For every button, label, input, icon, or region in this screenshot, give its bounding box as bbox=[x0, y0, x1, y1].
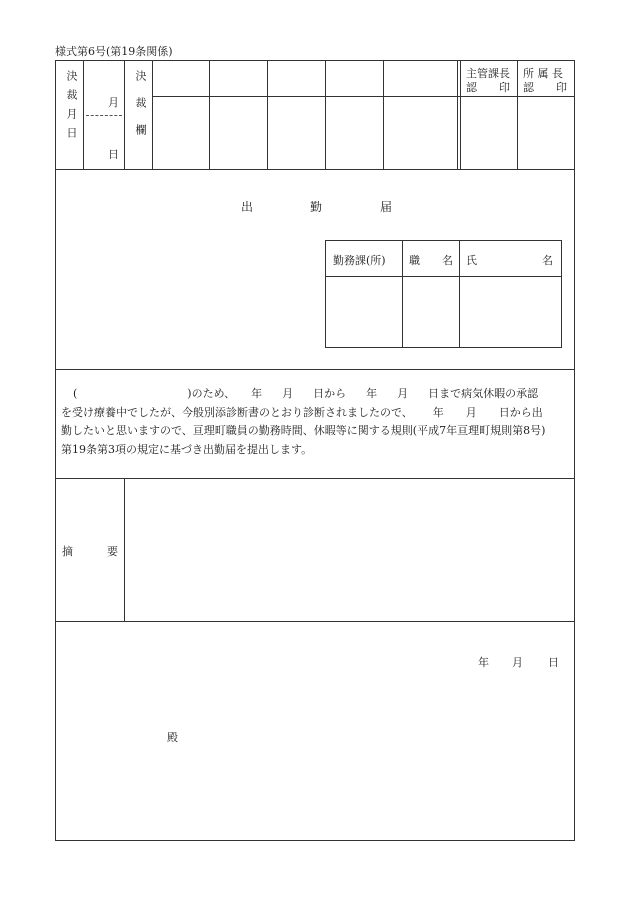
title-char-3: 届 bbox=[380, 200, 393, 214]
approval-day-label: 日 bbox=[108, 148, 119, 161]
dept-header: 勤務課(所) bbox=[333, 254, 386, 267]
chief-stamp-label-1: 主管課長 bbox=[466, 67, 510, 80]
declaration-line-3: 勤したいと思いますので、亘理町職員の勤務時間、休暇等に関する規則(平成7年亘理町規則第8号) bbox=[61, 424, 546, 437]
head-stamp-label-1: 所 属 長 bbox=[523, 67, 563, 80]
declaration-text bbox=[61, 385, 573, 459]
name-header-left: 氏 bbox=[466, 254, 477, 267]
approval-month-label: 月 bbox=[108, 96, 119, 109]
footer-month-label: 月 bbox=[512, 656, 523, 669]
name-header-right: 名 bbox=[542, 254, 553, 267]
approval-date-text: 決裁月日 bbox=[65, 70, 78, 146]
position-header: 職 名 bbox=[409, 254, 453, 267]
remarks-field[interactable] bbox=[125, 479, 574, 620]
approval-column-text: 決裁欄 bbox=[134, 70, 147, 151]
declaration-line-4: 第19条第3項の規定に基づき出勤届を提出します。 bbox=[61, 442, 313, 456]
remarks-label-right: 要 bbox=[107, 545, 118, 558]
footer-year-label: 年 bbox=[478, 656, 489, 669]
declaration-line-1: ( )のため、 年 月 日から 年 月 日まで病気休暇の承認 bbox=[73, 387, 539, 400]
footer-day-label: 日 bbox=[548, 656, 559, 669]
addressee-label: 殿 bbox=[167, 731, 178, 744]
title-char-2: 勤 bbox=[310, 200, 323, 214]
approval-column-label bbox=[131, 70, 145, 157]
declaration-line-2: を受け療養中でしたが、今般別添診断書のとおり診断されましたので、 年 月 日から出 bbox=[61, 405, 543, 419]
approval-date-label bbox=[62, 70, 76, 152]
title-char-1: 出 bbox=[241, 200, 254, 214]
form-number-label: 様式第6号(第19条関係) bbox=[55, 45, 173, 58]
chief-stamp-label-2: 認 印 bbox=[466, 81, 510, 94]
remarks-label-left: 摘 bbox=[62, 545, 73, 558]
head-stamp-label-2: 認 印 bbox=[523, 81, 567, 94]
